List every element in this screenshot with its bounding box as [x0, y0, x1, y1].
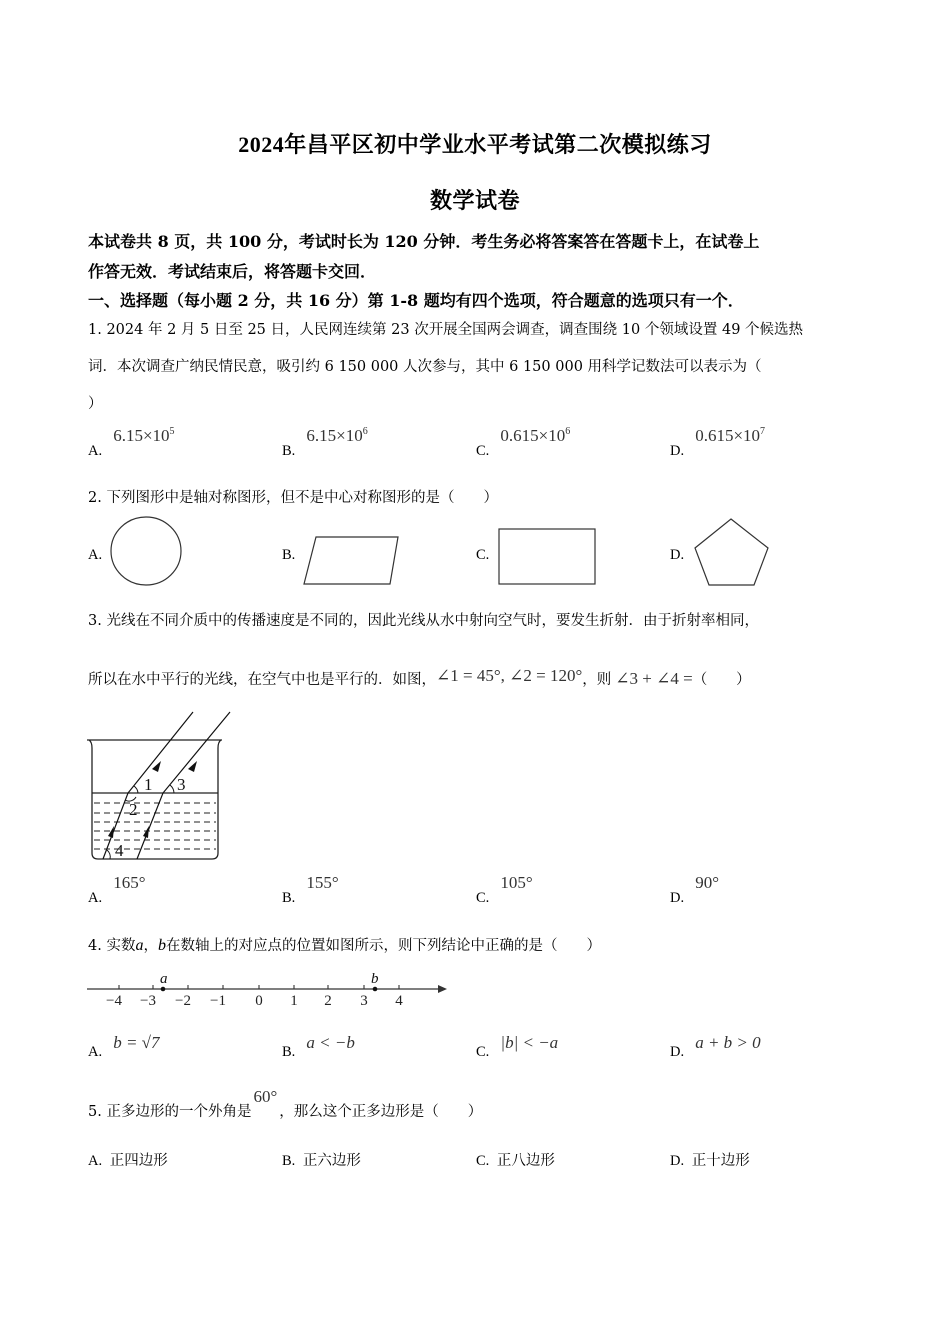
point-a-label: a: [160, 971, 168, 987]
option-b[interactable]: B. a < −b: [282, 1033, 355, 1060]
option-a[interactable]: A.: [88, 547, 103, 563]
angle-label-2: 2: [129, 800, 138, 819]
question-text: 光线在不同介质中的传播速度是不同的，因此光线从水中射向空气时，要发生折射．由于折射率相同，: [106, 613, 759, 629]
point-b-label: b: [371, 971, 379, 987]
option-c[interactable]: C. 正八边形: [476, 1153, 555, 1169]
option-d[interactable]: D. a + b > 0: [670, 1033, 761, 1060]
tick-label: −2: [175, 993, 191, 1009]
tick-label: 3: [360, 993, 368, 1009]
point-b: [373, 987, 378, 992]
option-d[interactable]: D. 90°: [670, 873, 720, 906]
arrow-right-icon: [438, 985, 447, 993]
tick-label: −1: [210, 993, 226, 1009]
question-number: 5.: [88, 1104, 102, 1120]
option-d[interactable]: D. 正十边形: [670, 1153, 750, 1169]
option-d[interactable]: D. $0.615\times 10^7$: [670, 426, 766, 459]
angle-label-3: 3: [177, 775, 186, 794]
page-title: 2024年昌平区初中学业水平考试第二次模拟练习: [238, 132, 712, 157]
option-c[interactable]: C. 105°: [476, 873, 533, 906]
question-text: ）: [88, 396, 103, 412]
option-b[interactable]: B. $6.15\times 10^6$: [282, 426, 368, 459]
option-b[interactable]: B. 155°: [282, 873, 339, 906]
angle-label-1: 1: [144, 775, 153, 794]
exterior-angle: 60°: [253, 1087, 278, 1106]
option-c[interactable]: C.: [476, 547, 490, 563]
angle-sum-expression: ∠3 + ∠4 =: [615, 669, 693, 688]
question-number: 4.: [88, 938, 102, 954]
instructions-line-1: 本试卷共 8 页，共 100 分，考试时长为 120 分钟．考生务必将答案答在答题卡上，在试卷上: [88, 232, 760, 251]
tick-label: 1: [290, 993, 298, 1009]
question-text: 下列图形中是轴对称图形，但不是中心对称图形的是（ ）: [106, 490, 498, 506]
question-text: 所以在水中平行的光线，在空气中也是平行的．如图，: [88, 672, 436, 688]
question-number: 2.: [88, 490, 102, 506]
instructions-line-2: 作答无效．考试结束后，将答题卡交回．: [88, 262, 377, 281]
tick-label: 4: [395, 993, 403, 1009]
option-a[interactable]: A. $6.15\times 10^5$: [88, 426, 175, 459]
tick-label: −3: [140, 993, 156, 1009]
question-text: 词．本次调查广纳民情民意，吸引约 6 150 000 人次参与，其中 6 150 000 用科学记数法可以表示为（: [88, 359, 762, 375]
page-subtitle: 数学试卷: [429, 188, 520, 213]
question-text: 2024 年 2 月 5 日至 25 日，人民网连续第 23 次开展全国两会调查，调查围绕 10 个领域设置 49 个候选热: [106, 322, 804, 338]
option-a[interactable]: A. 165°: [88, 873, 146, 906]
option-a[interactable]: A. 正四边形: [88, 1153, 168, 1169]
option-b[interactable]: B.: [282, 547, 296, 563]
point-a: [161, 987, 166, 992]
tick-label: 0: [255, 993, 263, 1009]
option-a[interactable]: A. b = √7: [88, 1033, 160, 1060]
section-heading: 一、选择题（每小题 2 分，共 16 分）第 1-8 题均有四个选项，符合题意的选项只有一个．: [88, 291, 744, 310]
option-c[interactable]: C. |b| < −a: [476, 1033, 559, 1060]
option-c[interactable]: C. $0.615\times 10^6$: [476, 426, 571, 459]
option-d[interactable]: D.: [670, 547, 685, 563]
question-number: 1.: [88, 322, 102, 338]
angle-expression: ∠1 = 45°, ∠2 = 120°: [436, 666, 583, 685]
angle-label-4: 4: [115, 841, 124, 860]
tick-label: −4: [106, 993, 122, 1009]
option-b[interactable]: B. 正六边形: [282, 1153, 361, 1169]
question-number: 3.: [88, 613, 102, 629]
tick-label: 2: [324, 993, 332, 1009]
